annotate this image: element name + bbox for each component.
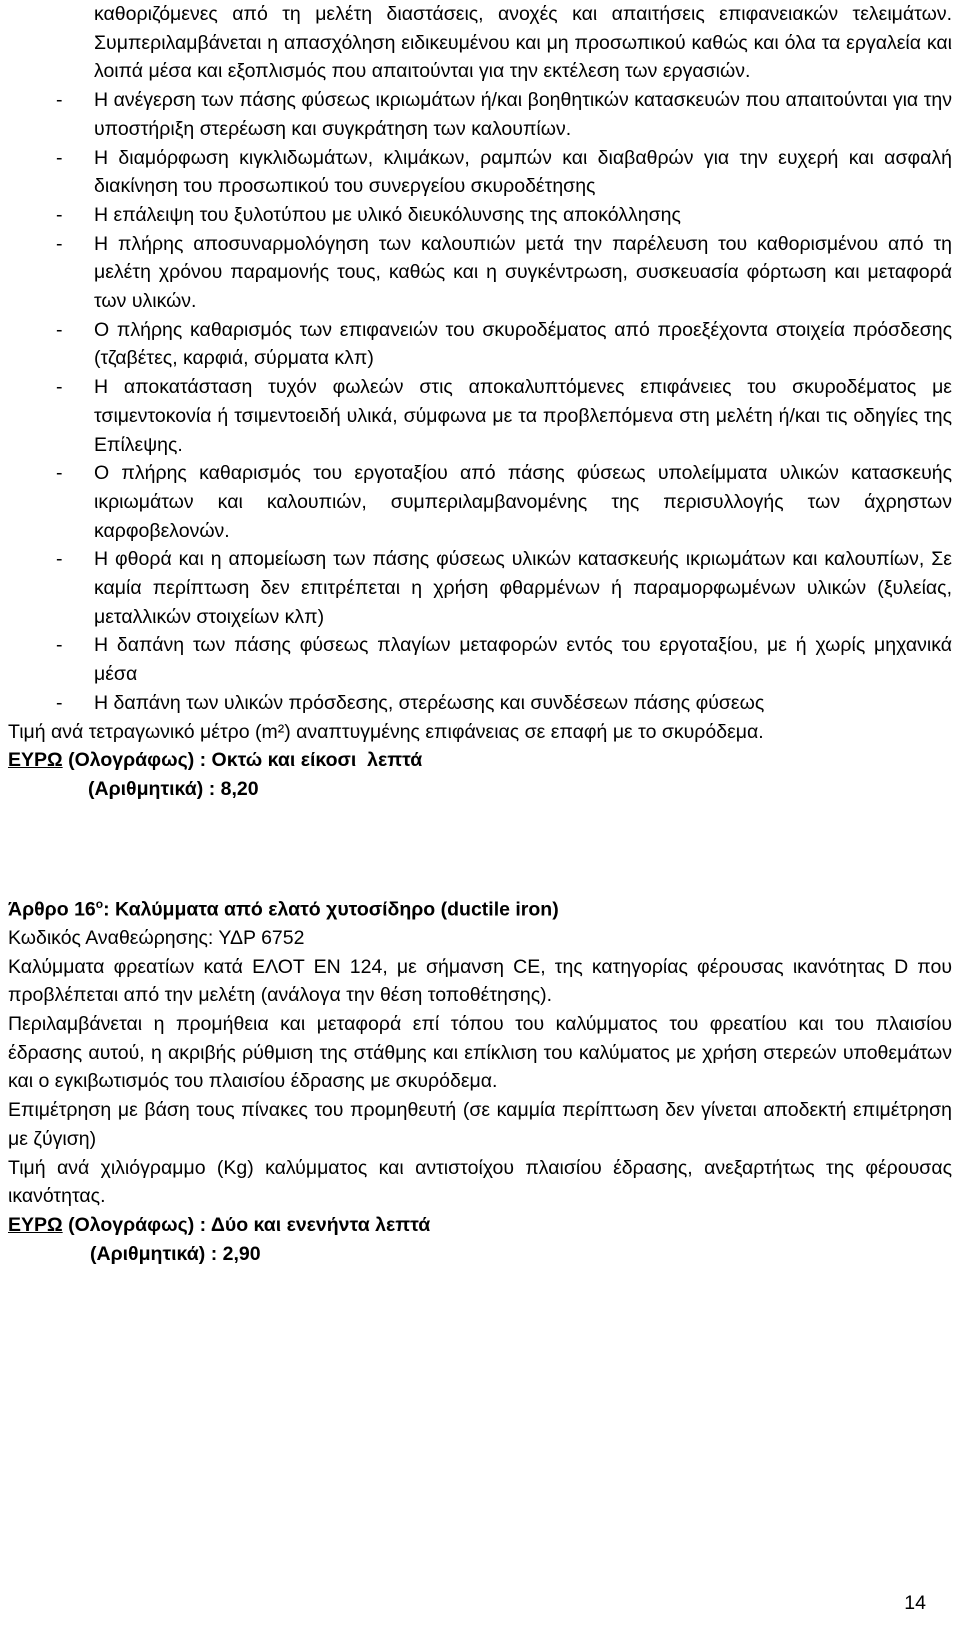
price-words-line: [8, 746, 952, 775]
words-value: : Οκτώ και είκοσι λεπτά: [199, 749, 423, 772]
number-label: (Αριθμητικά): [88, 777, 204, 800]
list-item: - Η αποκατάσταση τυχόν φωλεών στις αποκαλυπτόμενες επιφάνειες του σκυροδέματος με τσιμεντοκονία ή τσιμεντοειδή υλικά, σύμφωνα με τα προβλεπόμενα στη μελέτη ή/και τις οδηγίες της Επίλεψης.: [8, 373, 952, 459]
dash-bullet: -: [56, 634, 63, 657]
list-item: - Η δαπάνη των υλικών πρόσδεσης, στερέωσης και συνδέσεων πάσης φύσεως: [8, 689, 952, 718]
euro-label: ΕΥΡΩ: [8, 749, 63, 772]
dash-bullet: -: [56, 318, 63, 341]
page-number: 14: [904, 1592, 926, 1614]
number-value: : 8,20: [208, 777, 259, 800]
words-label: (Ολογράφως): [68, 1213, 195, 1236]
dash-bullet: -: [56, 232, 63, 255]
dash-bullet: -: [56, 548, 63, 571]
list-item: - Ο πλήρης καθαρισμός του εργοταξίου από πάσης φύσεως υπολείμματα υλικών κατασκευής ικριωμάτων και καλουπιών, συμπεριλαμβανομένης της περισυλλογής των άχρηστων καρφοβελονών.: [8, 459, 952, 545]
content: [8, 0, 952, 1268]
list-item: - Η επάλειψη του ξυλοτύπου με υλικό διευκόλυνσης της αποκόλλησης: [8, 201, 952, 230]
list-item: - Η διαμόρφωση κιγκλιδωμάτων, κλιμάκων, ραμπών και διαβαθρών για την ευχερή και ασφαλή διακίνηση του προσωπικού του συνεργείου σκυροδέτησης: [8, 144, 952, 201]
spacer: [8, 804, 952, 890]
price-number-line: [8, 775, 952, 804]
price-words-line: [8, 1211, 952, 1240]
article-paragraph: Επιμέτρηση με βάση τους πίνακες του προμηθευτή (σε καμμία περίπτωση δεν γίνεται αποδεκτή επιμέτρηση με ζύγιση): [8, 1099, 952, 1150]
words-value: : Δύο και ενενήντα λεπτά: [199, 1213, 431, 1236]
number-label: (Αριθμητικά): [90, 1242, 206, 1265]
words-label: (Ολογράφως): [68, 749, 195, 772]
dash-bullet: -: [56, 146, 63, 169]
article-paragraph: Τιμή ανά χιλιόγραμμο (Kg) καλύμματος και αντιστοίχου πλαισίου έδρασης, ανεξαρτήτως της φέρουσας ικανότητας.: [8, 1156, 952, 1208]
dash-bullet: -: [56, 691, 63, 714]
price-number-line: [8, 1240, 952, 1269]
dash-bullet: -: [56, 462, 63, 485]
dash-bullet: -: [56, 89, 63, 112]
euro-label: ΕΥΡΩ: [8, 1213, 63, 1236]
list-item: - Ο πλήρης καθαρισμός των επιφανειών του σκυροδέματος από προεξέχοντα στοιχεία πρόσδεσης (τζαβέτες, καρφιά, σύρματα κλπ): [8, 316, 952, 373]
continuation-paragraph: καθοριζόμενες από τη μελέτη διαστάσεις, ανοχές και απαιτήσεις επιφανειακών τελειμάτων. Συμπεριλαμβάνεται η απασχόληση ειδικευμένου και μη προσωπικού καθώς και όλα τα εργαλεία και λοιπά μέσα και εξοπλισμός που απαιτούνται για την εκτέλεση των εργασιών.: [94, 3, 952, 83]
article-paragraph: Περιλαμβάνεται η προμήθεια και μεταφορά επί τόπου του καλύμματος του φρεατίου και του πλαισίου έδρασης αυτού, η ακριβής ρύθμιση της στάθμης και επίκλιση του καλύματος με χρήση στερεών υποθεμάτων και ο εγκιβωτισμός του πλαισίου έδρασης με σκυρόδεμα.: [8, 1013, 952, 1093]
dash-bullet: -: [56, 376, 63, 399]
article-paragraph: Καλύμματα φρεατίων κατά ΕΛΟΤ ΕΝ 124, με σήμανση CE, της κατηγορίας φέρουσας ικανότητας D που προβλέπεται από την μελέτη (ανάλογα την θέση τοποθέτησης).: [8, 955, 952, 1007]
list-item: - Η πλήρης αποσυναρμολόγηση των καλουπιών μετά την παρέλευση του καθορισμένου από τη μελέτη χρόνου παραμονής τους, καθώς και η συγκέντρωση, συσκευασία φόρτωση και μεταφορά των υλικών.: [8, 230, 952, 316]
list-item: - Η ανέγερση των πάσης φύσεως ικριωμάτων ή/και βοηθητικών κατασκευών που απαιτούνται για την υποστήριξη στερέωση και συγκράτηση των καλουπίων.: [8, 86, 952, 143]
number-value: : 2,90: [210, 1242, 261, 1265]
dash-bullet: -: [56, 203, 63, 226]
list-item: - Η φθορά και η απομείωση των πάσης φύσεως υλικών κατασκευής ικριωμάτων και καλουπίων, Σε καμία περίπτωση δεν επιτρέπεται η χρήση φθαρμένων ή παραμορφωμένων υλικών (ξυλείας, μεταλλικών στοιχείων κλπ): [8, 545, 952, 631]
unit-price-text: Τιμή ανά τετραγωνικό μέτρο (m²) αναπτυγμένης επιφάνειας σε επαφή με το σκυρόδεμα.: [8, 720, 764, 743]
article-title: Άρθρο $16^o$: Καλύμματα από ελατό χυτοσίδηρο (ductile iron): [8, 896, 559, 921]
list-item: - Η δαπάνη των πάσης φύσεως πλαγίων μεταφορών εντός του εργοταξίου, με ή χωρίς μηχανικά μέσα: [8, 631, 952, 688]
requirements-list: [8, 86, 952, 717]
article-code: Κωδικός Αναθεώρησης: ΥΔΡ 6752: [8, 926, 305, 949]
